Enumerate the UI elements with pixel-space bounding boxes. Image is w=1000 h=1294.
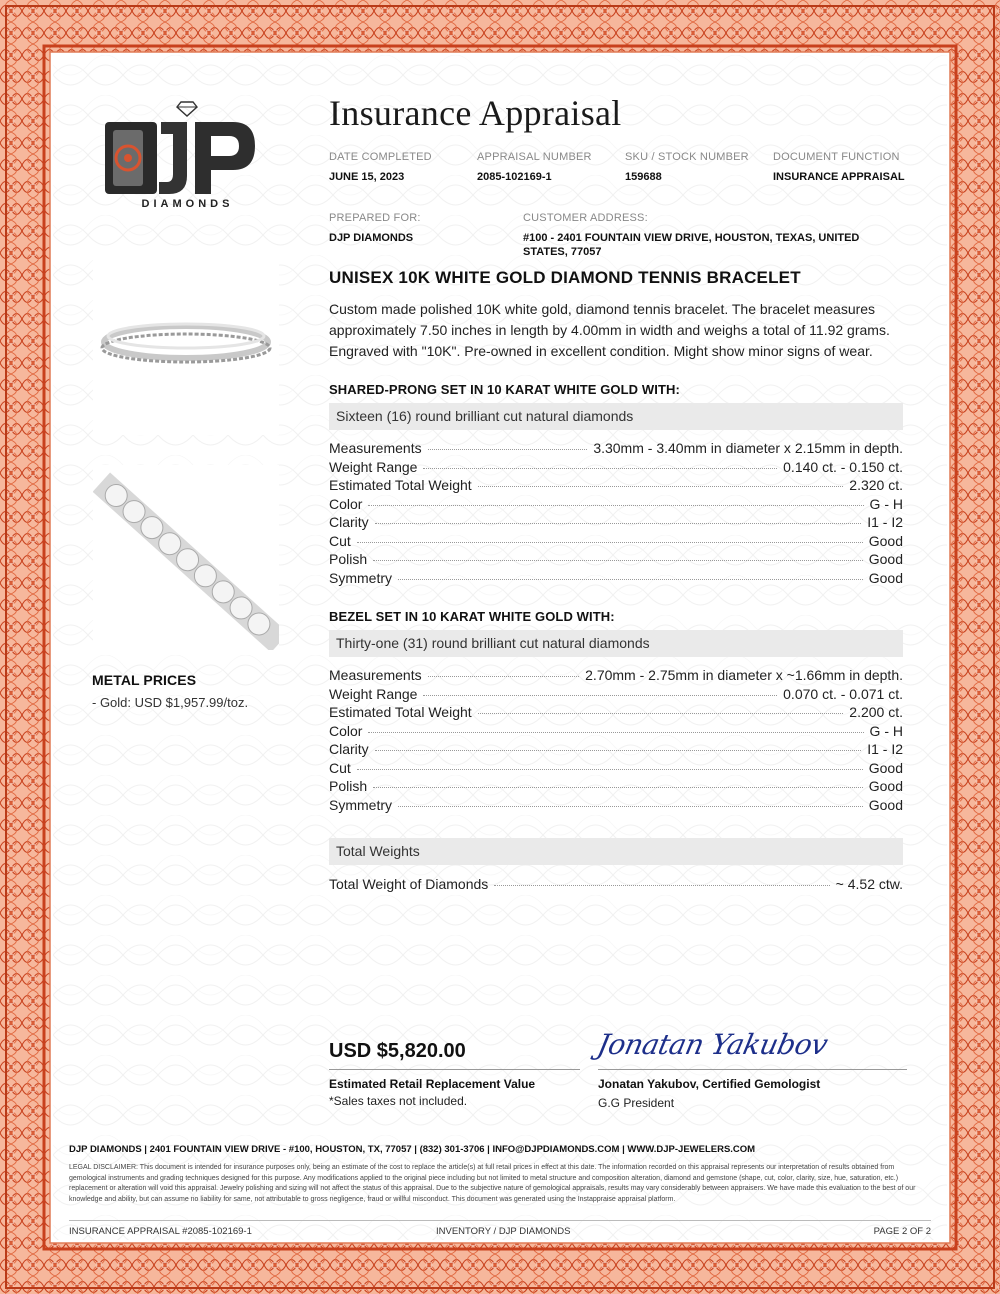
- item-description: Custom made polished 10K white gold, diamond tennis bracelet. The bracelet measures approximately 7.50 inches in length by 4.00mm in width and weighs a total of 11.92 grams. Engraved with "10K". Pre-owned in excellent condition. Might show minor signs of wear.: [329, 301, 890, 359]
- detail-value: Good: [868, 569, 903, 586]
- detail-row: [329, 778, 903, 797]
- price-amount: USD $5,820.00: [329, 1040, 466, 1062]
- price-label: Estimated Retail Replacement Value: [329, 1077, 536, 1091]
- detail-row: [329, 797, 903, 816]
- dot-leader: [423, 468, 777, 469]
- detail-value: 2.70mm - 2.75mm in diameter x ~1.66mm in depth.: [585, 667, 903, 683]
- section2-band: Thirty-one (31) round brilliant cut natural diamonds: [329, 630, 903, 657]
- detail-row: [329, 723, 903, 742]
- customer-address-label: CUSTOMER ADDRESS:: [523, 212, 648, 224]
- detail-row: [329, 459, 903, 478]
- footer-left: INSURANCE APPRAISAL #2085-102169-1: [69, 1226, 252, 1237]
- detail-key: Estimated Total Weight: [329, 704, 472, 720]
- detail-value: G - H: [869, 722, 903, 739]
- footer-company: DJP DIAMONDS | 2401 FOUNTAIN VIEW DRIVE - #100, HOUSTON, TX, 77057 | (832) 301-3706 | INFO@DJPDIAMONDS.COM | WWW.DJP-JEWELERS.COM: [69, 1144, 756, 1155]
- signature-divider: [598, 1069, 907, 1070]
- dot-leader: [428, 449, 588, 450]
- detail-row: [329, 876, 903, 895]
- meta-date: [329, 151, 474, 184]
- detail-key: Total Weight of Diamonds: [329, 876, 489, 892]
- dot-leader: [375, 750, 862, 751]
- detail-value: 0.070 ct. - 0.071 ct.: [783, 685, 903, 702]
- section2-heading: BEZEL SET IN 10 KARAT WHITE GOLD WITH:: [329, 609, 615, 624]
- detail-value: 2.320 ct.: [849, 477, 903, 493]
- detail-value: ~ 4.52 ctw.: [835, 876, 903, 892]
- prepared-for-value: DJP DIAMONDS: [329, 232, 414, 244]
- footer-center: INVENTORY / DJP DIAMONDS: [436, 1226, 571, 1237]
- logo-monogram-text: [95, 98, 97, 99]
- detail-row: [329, 667, 903, 686]
- meta-sku: [625, 151, 770, 184]
- logo-wordmark: [105, 198, 270, 210]
- dot-leader: [428, 676, 580, 677]
- metal-prices-gold: - Gold: USD $1,957.99/toz.: [92, 695, 249, 710]
- dot-leader: [478, 486, 844, 487]
- signature-role: G.G President: [598, 1096, 675, 1110]
- price-divider: [329, 1069, 580, 1070]
- footer-legal: LEGAL DISCLAIMER: This document is intended for insurance purposes only, being an estimate of the cost to replace the article(s) at full retail prices in effect at this date. The information recorded on this appraisal represents our interpretation of results obtained from gemological instruments and grading techniques designed for this purpose. Any modifications applied to the original piece including but not limited to metal structure and composition alteration, diamond and gemstone (shape, cut, color, clarity, size, hue, saturation, etc.) replacement or alteration will void this appraisal. Jewelry polishing and sizing will not affect the status of this appraisal. Due to the subjective nature of gemological appraisals, results may vary considerably between appraisers. We have made this evaluation to the best of our knowledge and ability, but can assume no liability for same, not attributable to gross negligence, fraud or willful misconduct. This document was generated using the Instappraise appraisal platform.: [69, 1164, 916, 1203]
- dot-leader: [398, 579, 863, 580]
- section1-heading: SHARED-PRONG SET IN 10 KARAT WHITE GOLD WITH:: [329, 382, 680, 397]
- detail-key: Symmetry: [329, 569, 392, 586]
- detail-row: [329, 514, 903, 533]
- detail-row: [329, 496, 903, 515]
- item-title: UNISEX 10K WHITE GOLD DIAMOND TENNIS BRACELET: [329, 268, 801, 287]
- detail-key: Color: [329, 722, 363, 739]
- dot-leader: [373, 787, 863, 788]
- prepared-for: [329, 212, 509, 245]
- footer-right: PAGE 2 OF 2: [873, 1226, 931, 1237]
- price-note: *Sales taxes not included.: [329, 1094, 468, 1108]
- detail-row: [329, 760, 903, 779]
- meta-appraisal-number: [477, 151, 622, 184]
- dot-leader: [357, 542, 863, 543]
- meta-document-function: [773, 151, 923, 184]
- customer-address-value: #100 - 2401 FOUNTAIN VIEW DRIVE, HOUSTON, TEXAS, UNITED STATES, 77057: [523, 232, 860, 258]
- prepared-for-label: PREPARED FOR:: [329, 212, 421, 224]
- footer-divider: [69, 1220, 931, 1221]
- detail-key: Measurements: [329, 440, 422, 456]
- detail-key: Weight Range: [329, 458, 418, 475]
- detail-key: Polish: [329, 778, 368, 794]
- product-image-1: [93, 250, 279, 435]
- detail-value: 3.30mm - 3.40mm in diameter x 2.15mm in depth.: [593, 440, 903, 456]
- detail-key: Estimated Total Weight: [329, 477, 472, 493]
- detail-value: Good: [868, 551, 903, 567]
- dot-leader: [398, 806, 863, 807]
- detail-row: [329, 570, 903, 589]
- detail-row: [329, 741, 903, 760]
- detail-value: Good: [868, 532, 903, 549]
- detail-key: Clarity: [329, 741, 369, 757]
- product-image-2: [93, 465, 279, 650]
- company-logo: [95, 98, 275, 216]
- detail-key: Cut: [329, 532, 351, 549]
- dot-leader: [373, 560, 863, 561]
- dot-leader: [494, 885, 829, 886]
- meta-date-label: DATE COMPLETED: [329, 151, 432, 163]
- detail-value: Good: [868, 778, 903, 794]
- customer-address: [523, 212, 901, 259]
- meta-appraisal-number-value: 2085-102169-1: [477, 171, 552, 183]
- detail-key: Clarity: [329, 514, 369, 530]
- dot-leader: [375, 523, 862, 524]
- meta-document-function-label: DOCUMENT FUNCTION: [773, 151, 900, 163]
- detail-row: [329, 440, 903, 459]
- detail-row: [329, 533, 903, 552]
- detail-key: Polish: [329, 551, 368, 567]
- detail-row: [329, 686, 903, 705]
- dot-leader: [368, 732, 863, 733]
- section1-details: [329, 440, 903, 588]
- meta-sku-label: SKU / STOCK NUMBER: [625, 151, 749, 163]
- dot-leader: [368, 505, 863, 506]
- signature-name: Jonatan Yakubov, Certified Gemologist: [598, 1077, 821, 1091]
- page-title: Insurance Appraisal: [329, 93, 622, 133]
- detail-value: G - H: [869, 495, 903, 512]
- detail-value: I1 - I2: [867, 514, 903, 530]
- meta-date-value: JUNE 15, 2023: [329, 171, 405, 183]
- signature-script: Jonatan Yakubov: [594, 1028, 831, 1061]
- section2-details: [329, 667, 903, 815]
- meta-document-function-value: INSURANCE APPRAISAL: [773, 171, 905, 183]
- meta-appraisal-number-label: APPRAISAL NUMBER: [477, 151, 592, 163]
- detail-value: I1 - I2: [867, 741, 903, 757]
- detail-value: 2.200 ct.: [849, 704, 903, 720]
- logo-wordmark-text: DIAMONDS: [141, 198, 234, 210]
- dot-leader: [478, 713, 844, 714]
- dot-leader: [423, 695, 777, 696]
- dot-leader: [357, 769, 863, 770]
- detail-key: Weight Range: [329, 685, 418, 702]
- metal-prices-heading: METAL PRICES: [92, 672, 197, 688]
- detail-key: Symmetry: [329, 796, 392, 813]
- totals-band: Total Weights: [329, 838, 903, 865]
- section1-band: Sixteen (16) round brilliant cut natural diamonds: [329, 403, 903, 430]
- detail-value: 0.140 ct. - 0.150 ct.: [783, 458, 903, 475]
- detail-key: Color: [329, 495, 363, 512]
- totals-details: [329, 876, 903, 895]
- detail-value: Good: [868, 796, 903, 813]
- detail-row: [329, 704, 903, 723]
- detail-row: [329, 551, 903, 570]
- meta-sku-value: 159688: [625, 171, 662, 183]
- detail-key: Cut: [329, 759, 351, 776]
- detail-value: Good: [868, 759, 903, 776]
- detail-key: Measurements: [329, 667, 422, 683]
- detail-row: [329, 477, 903, 496]
